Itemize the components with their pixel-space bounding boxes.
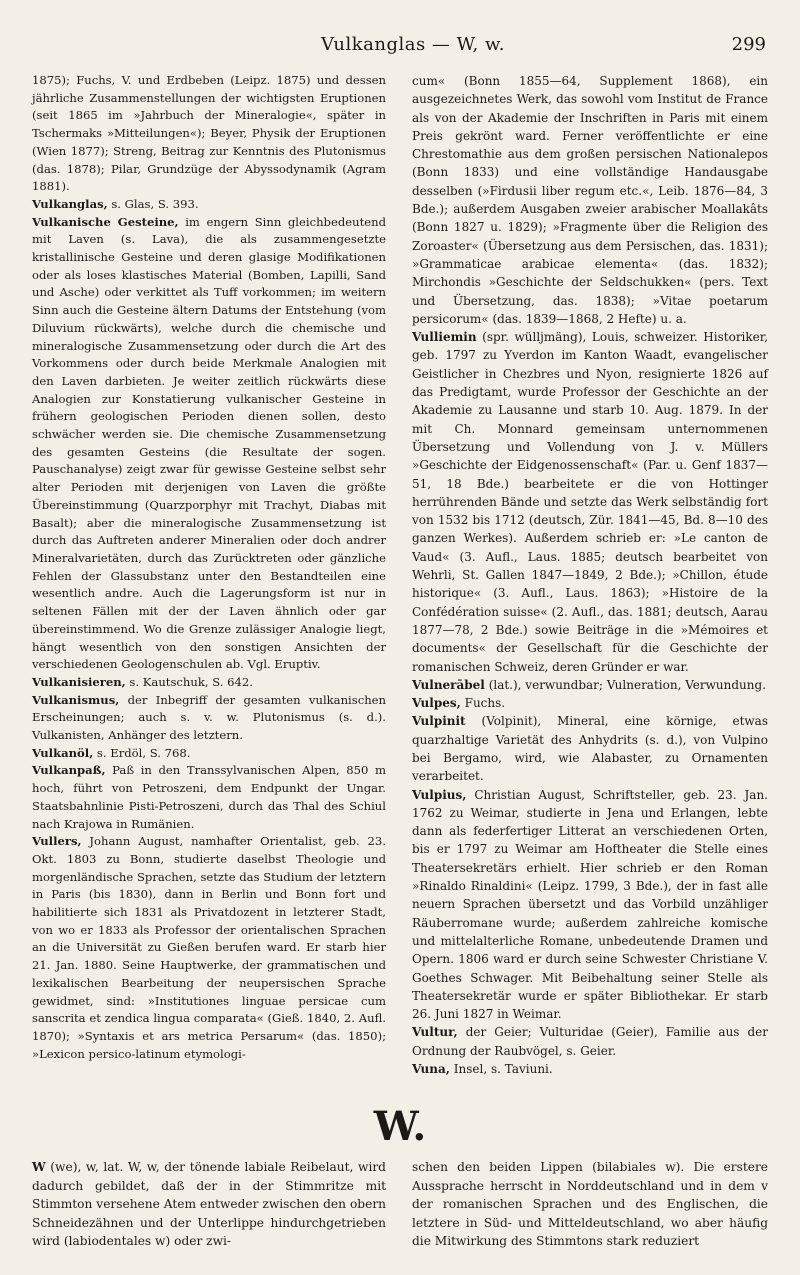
entry-text: s. Erdöl, S. 768. bbox=[93, 745, 191, 760]
dictionary-entry bbox=[32, 833, 386, 1063]
dictionary-entry bbox=[412, 712, 768, 785]
dictionary-entry bbox=[32, 674, 386, 692]
entry-lemma: Vulpinit bbox=[412, 714, 466, 729]
entry-lemma: Vullers, bbox=[32, 834, 82, 849]
entry-lemma: Vulkanglas, bbox=[32, 196, 108, 211]
entry-lemma: Vulpius, bbox=[412, 787, 467, 802]
entry-lemma: Vulkanische Gesteine, bbox=[32, 214, 179, 229]
entry-lemma: Vulkanismus, bbox=[32, 692, 120, 707]
running-title: Vulkanglas — W, w. bbox=[321, 34, 505, 55]
entry-lemma: Vulkanisieren, bbox=[32, 674, 126, 689]
entry-text: Fuchs. bbox=[460, 696, 506, 711]
dictionary-entry bbox=[412, 694, 768, 712]
dictionary-entry bbox=[412, 328, 768, 676]
dictionary-entry bbox=[412, 1158, 768, 1251]
entry-lemma: Vultur, bbox=[412, 1025, 458, 1040]
dictionary-entry bbox=[32, 214, 386, 674]
dictionary-entry bbox=[32, 1158, 386, 1251]
entry-text: Paß in den Transsylvanischen Alpen, 850 m hoch, führt von Petroszeni, dem Endpunkt der Ungar. Staatsbahnlinie Pisti-Petroszeni, durch das Thal des Schiul nach Krajowa in Rumänien. bbox=[32, 763, 386, 831]
page-number: 299 bbox=[731, 34, 766, 55]
dictionary-entry bbox=[412, 1060, 768, 1078]
entry-text: (we), w, lat. W, w, der tönende labiale Reibelaut, wird dadurch gebildet, daß der in der Stimmritze mit Stimmton versehene Atem entweder zwischen den obern Schneidezähnen und der Unterlippe hindurchgetrieben wird (labiodentales w) oder zwi- bbox=[32, 1160, 386, 1249]
dictionary-entry bbox=[32, 762, 386, 833]
dictionary-entry bbox=[412, 1023, 768, 1060]
entry-lemma: W bbox=[32, 1160, 46, 1174]
entry-text: (Volpinit), Mineral, eine körnige, etwas quarzhaltige Varietät des Anhydrits (s. d.), von Vulpino bei Bergamo, wird, wie Alabaster, zu Ornamenten verarbeitet. bbox=[412, 714, 768, 784]
left-column bbox=[32, 72, 386, 1063]
entry-lemma: Vulkanpaß, bbox=[32, 763, 106, 778]
entry-text: Christian August, Schriftsteller, geb. 23. Jan. 1762 zu Weimar, studierte in Jena und Erlangen, lebte dann als federfertiger Litterat an verschiedenen Orten, bis er 1797 zu Weimar am Hoftheater die Stelle eines Theatersekretärs erhielt. Hier schrieb er den Roman »Rinaldo Rinaldini« (Leipz. 1799, 3 Bde.), der in fast alle neuern Sprachen übersetzt und das Vorbild unzähliger Räuberromane wurde; außerdem zahlreiche komische und mittelalterliche Romane, unbedeutende Dramen und Opern. 1806 ward er durch seine Schwester Christiane V. Goethes Schwager. Mit Beibehaltung seiner Stelle als Theatersekretär wurde er später Bibliothekar. Er starb 26. Juni 1827 in Weimar. bbox=[412, 787, 768, 1022]
entry-text: (spr. wülljmäng), Louis, schweizer. Historiker, geb. 1797 zu Yverdon im Kanton Waadt, evangelischer Geistlicher in Chezbres und Nyon, resignierte 1826 auf das Predigtamt, wurde Professor der Geschichte an der Akademie zu Lausanne und starb 10. Aug. 1879. In der mit Ch. Monnard gemeinsam unternommenen Übersetzung und Vollendung von J. v. Müllers »Geschichte der Eidgenossenschaft« (Par. u. Genf 1837—51, 18 Bde.) bearbeitete er die von Hottinger herrührenden Bände und setzte das Werk selbständig fort von 1532 bis 1712 (deutsch, Zür. 1841—45, Bd. 8—10 des ganzen Werkes). Außerdem schrieb er: »Le canton de Vaud« (3. Aufl., Laus. 1885; deutsch bearbeitet von Wehrli, St. Gallen 1847—1849, 2 Bde.); »Chillon, étude historique« (3. Aufl., Laus. 1863); »Histoire de la Confédération suisse« (2. Aufl., das. 1881; deutsch, Aarau 1877—78, 2 Bde.) sowie Beiträge in die »Mémoires et documents« der Gesellschaft für die Geschichte der romanischen Schweiz, deren Gründer er war. bbox=[412, 330, 768, 674]
entry-lemma: Vulliemin bbox=[412, 330, 477, 345]
dictionary-entry bbox=[412, 786, 768, 1024]
entry-text: s. Kautschuk, S. 642. bbox=[125, 674, 253, 689]
entry-text: Insel, s. Taviuni. bbox=[449, 1062, 553, 1077]
entry-lemma: Vulkanöl, bbox=[32, 745, 94, 760]
dictionary-entry bbox=[412, 72, 768, 328]
dictionary-entry bbox=[32, 745, 386, 763]
bottom-right-column bbox=[412, 1158, 768, 1251]
right-column bbox=[412, 72, 768, 1078]
entry-text: Johann August, namhafter Orientalist, geb. 23. Okt. 1803 zu Bonn, studierte daselbst Theologie und morgenländische Sprachen, setzte das Studium der letztern in Paris (bis 1830), dann in Berlin und Bonn fort und habilitierte sich 1831 als Privatdozent in letzterer Stadt, von wo er 1833 als Professor der orientalischen Sprachen an die Universität zu Gießen berufen ward. Er starb hier 21. Jan. 1880. Seine Hauptwerke, der grammatischen und lexikalischen Bearbeitung der neupersischen Sprache gewidmet, sind: »Institutiones linguae persicae cum sanscrita et zendica lingua comparata« (Gieß. 1840, 2. Aufl. 1870); »Syntaxis et ars metrica Persarum« (das. 1850); »Lexicon persico-latinum etymologi- bbox=[32, 834, 386, 1061]
entry-text: s. Glas, S. 393. bbox=[107, 196, 199, 211]
dictionary-entry bbox=[32, 692, 386, 745]
entry-lemma: Vulpes, bbox=[412, 696, 461, 711]
entry-text: der Geier; Vulturidae (Geier), Familie aus der Ordnung der Raubvögel, s. Geier. bbox=[412, 1025, 768, 1058]
section-letter: W. bbox=[373, 1103, 427, 1150]
bottom-left-column bbox=[32, 1158, 386, 1251]
entry-text: schen den beiden Lippen (bilabiales w). Die erstere Aussprache herrscht in Norddeutschland und in dem v der romanischen Sprachen und des Englischen, die letztere in Süd- und Mitteldeutschland, wo aber häufig die Mitwirkung des Stimmtons stark reduziert bbox=[412, 1160, 768, 1249]
entry-lemma: Vuna, bbox=[412, 1062, 450, 1077]
page-header bbox=[60, 26, 766, 62]
entry-text: (lat.), verwundbar; Vulneration, Verwundung. bbox=[484, 677, 766, 692]
dictionary-entry bbox=[32, 196, 386, 214]
entry-text: cum« (Bonn 1855—64, Supplement 1868), ein ausgezeichnetes Werk, das sowohl vom Institut de France als von der Akademie der Inschriften in Paris mit einem Preis gekrönt ward. Ferner veröffentlichte er eine Chrestomathie aus dem großen persischen Nationalepos (Bonn 1833) und eine vollständige Handausgabe desselben (»Firdusii liber regum etc.«, Leib. 1876—84, 3 Bde.); außerdem Ausgaben zweier arabischer Moallakâts (Bonn 1827 u. 1829); »Fragmente über die Religion des Zoroaster« (Übersetzung aus dem Persischen, das. 1831); »Grammaticae arabicae elementa« (das. 1832); Mirchondis »Geschichte der Seldschukken« (pers. Text und Übersetzung, das. 1838); »Vitae poetarum persicorum« (das. 1839—1868, 2 Hefte) u. a. bbox=[412, 74, 768, 326]
entry-text: im engern Sinn gleichbedeutend mit Laven (s. Lava), die als zusammengesetzte kristallinische Gesteine und deren glasige Modifikationen oder als loses klastisches Material (Bomben, Lapilli, Sand und Asche) oder verkittet als Tuff vorkommen; im weitern Sinn auch die Gesteine ältern Datums der Entstehung (vom Diluvium rückwärts), welche durch die chemische und mineralogische Zusammensetzung oder durch die Art des Vorkommens oder durch beide Merkmale Analogien mit den Laven darbieten. Je weiter zeitlich rückwärts diese Analogien zur Konstatierung vulkanischer Gesteine in frühern geologischen Perioden dienen sollen, desto schwächer werden sie. Die chemische Zusammensetzung des gesamten Gesteins (die Resultate der sogen. Pauschanalyse) zeigt zwar für gewisse Gesteine selbst sehr alter Perioden mit derjenigen von Laven die größte Übereinstimmung (Quarzporphyr mit Trachyt, Diabas mit Basalt); aber die mineralogische Zusammensetzung ist durch das Auftreten anderer Mineralien oder doch andrer Mineralvarietäten, durch das Zurücktreten oder gänzliche Fehlen der Glassubstanz unter den Bestandteilen eine wesentlich andre. Auch die Lagerungsform ist nur in seltenen Fällen mit der der Laven ähnlich oder gar übereinstimmend. Wo die Grenze zulässiger Analogie liegt, hängt wesentlich von den sonstigen Ansichten der verschiedenen Geologenschulen ab. Vgl. Eruptiv. bbox=[32, 214, 386, 672]
entry-text: der Inbegriff der gesamten vulkanischen Erscheinungen; auch s. v. w. Plutonismus (s. d.). Vulkanisten, Anhänger des letztern. bbox=[32, 692, 386, 743]
entry-text: 1875); Fuchs, V. und Erdbeben (Leipz. 1875) und dessen jährliche Zusammenstellungen der wichtigsten Eruptionen (seit 1865 im »Jahrbuch der Mineralogie«, später in Tschermaks »Mitteilungen«); Beyer, Physik der Eruptionen (Wien 1877); Streng, Beitrag zur Kenntnis des Plutonismus (das. 1878); Pilar, Grundzüge der Abyssodynamik (Agram 1881). bbox=[32, 73, 386, 194]
dictionary-entry bbox=[32, 72, 386, 196]
entry-lemma: Vulnerābel bbox=[412, 677, 485, 692]
dictionary-entry bbox=[412, 676, 768, 694]
